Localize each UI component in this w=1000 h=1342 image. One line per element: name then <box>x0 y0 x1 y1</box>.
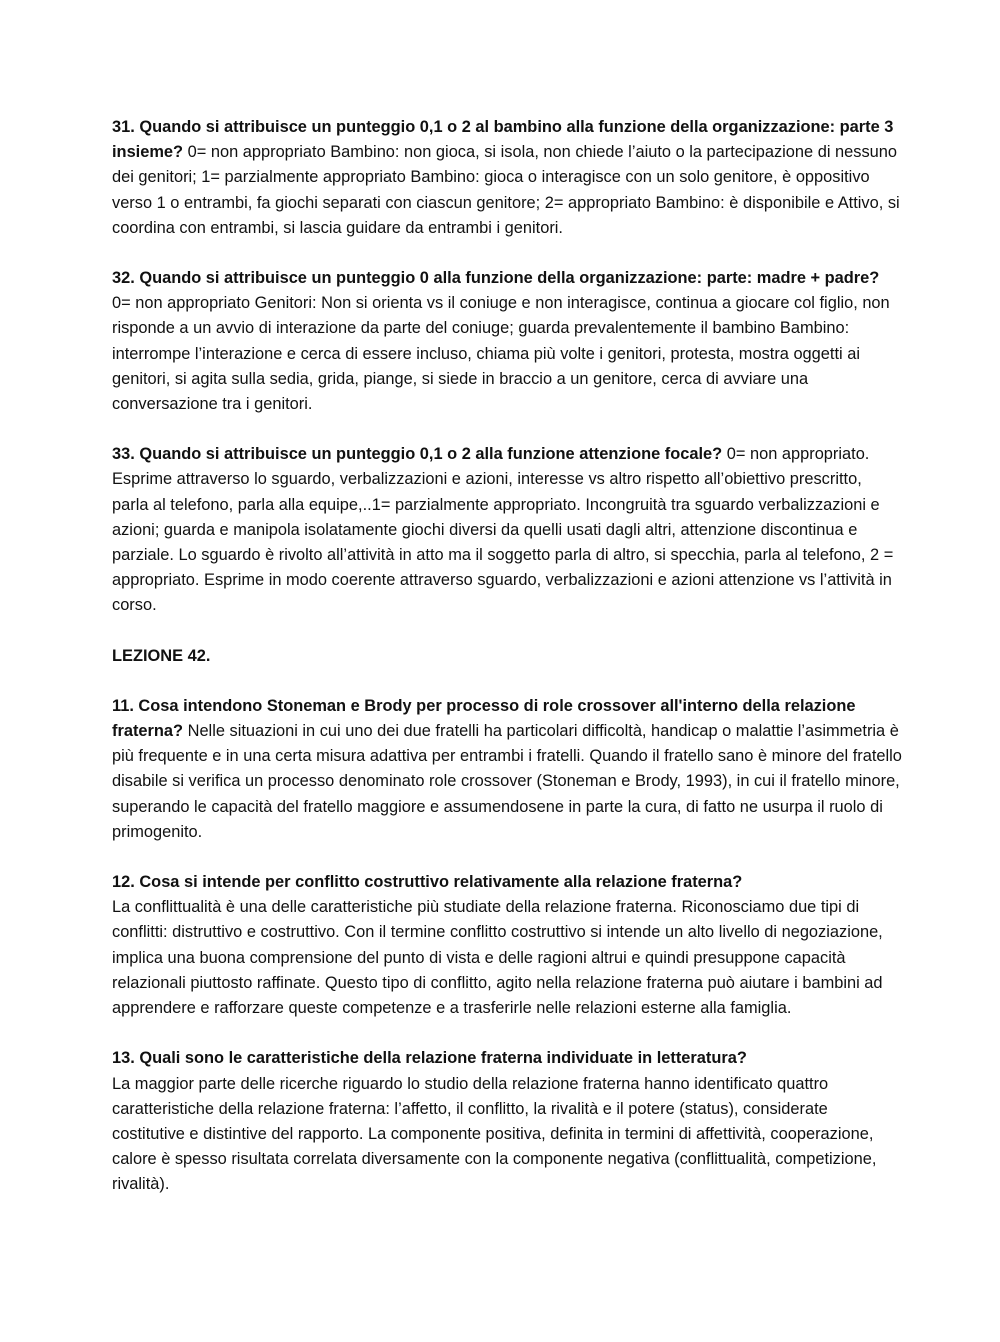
answer-text: 0= non appropriato. Esprime attraverso lo sguardo, verbalizzazioni e azioni, interesse vs altro rispetto all’obiettivo prescritto, parla al telefono, parla alla equipe,..1= parzialmente appropriato. Incongruità tra sguardo verbalizzazioni e azioni; guarda e manipola isolatamente giochi diversi da quelli usati dagli altri, attenzione discontinua e parziale. Lo sguardo è rivolto all’attività in atto ma il soggetto parla di altro, si specchia, parla al telefono, 2 = appropriato. Esprime in modo coerente attraverso sguardo, verbalizzazioni e azioni attenzione vs l’attività in corso. <box>112 445 894 615</box>
qa-item-12 <box>112 870 902 1021</box>
question-text: 11. Cosa intendono Stoneman e Brody per processo di role crossover all'interno della relazione fraterna? <box>112 696 856 741</box>
question-text: 12. Cosa si intende per conflitto costruttivo relativamente alla relazione fraterna? <box>112 873 743 892</box>
qa-item-13 <box>112 1046 902 1197</box>
question-text: 32. Quando si attribuisce un punteggio 0 alla funzione della organizzazione: parte: madre + padre? <box>112 269 880 288</box>
qa-item-33 <box>112 442 902 618</box>
answer-text: La conflittualità è una delle caratteristiche più studiate della relazione fraterna. Riconosciamo due tipi di conflitti: distruttivo e costruttivo. Con il termine conflitto costruttivo si intende un alto livello di negoziazione, implica una buona comprensione del punto di vista e delle ragioni altrui e quindi presuppone capacità relazionali piuttosto raffinate. Questo tipo di conflitto, agito nella relazione fraterna può aiutare i bambini ad apprendere e rafforzare queste competenze e a trasferirle nelle relazioni esterne alla famiglia. <box>112 898 883 1018</box>
qa-item-11 <box>112 694 902 845</box>
qa-item-32 <box>112 266 902 417</box>
question-text: 13. Quali sono le caratteristiche della relazione fraterna individuate in letteratura? <box>112 1049 747 1068</box>
answer-text: 0= non appropriato Bambino: non gioca, si isola, non chiede l’aiuto o la partecipazione di nessuno dei genitori; 1= parzialmente appropriato Bambino: gioca o interagisce con un solo genitore, è oppositivo verso 1 o entrambi, fa giochi separati con ciascun genitore; 2= appropriato Bambino: è disponibile e Attivo, si coordina con entrambi, si lascia guidare da entrambi i genitori. <box>112 143 900 237</box>
answer-text: Nelle situazioni in cui uno dei due fratelli ha particolari difficoltà, handicap o malattie l’asimmetria è più frequente e in una certa misura adattiva per entrambi i fratelli. Quando il fratello sano è minore del fratello disabile si verifica un processo denominato role crossover (Stoneman e Brody, 1993), in cui il fratello minore, superando le capacità del fratello maggiore e assumendosene in parte la cura, di fatto ne usurpa il ruolo di primogenito. <box>112 722 902 841</box>
answer-text: 0= non appropriato Genitori: Non si orienta vs il coniuge e non interagisce, continua a giocare col figlio, non risponde a un avvio di interazione da parte del coniuge; guarda prevalentemente il bambino Bambino: interrompe l’interazione e cerca di essere incluso, chiama più volte i genitori, protesta, mostra oggetti ai genitori, si agita sulla sedia, grida, piange, si siede in braccio a un genitore, cerca di avviare una conversazione tra i genitori. <box>112 294 890 414</box>
question-text: 33. Quando si attribuisce un punteggio 0,1 o 2 alla funzione attenzione focale? <box>112 445 723 464</box>
qa-item-31 <box>112 115 902 241</box>
answer-text: La maggior parte delle ricerche riguardo lo studio della relazione fraterna hanno identificato quattro caratteristiche della relazione fraterna: l’affetto, il conflitto, la rivalità e il potere (status), considerate costitutive e distintive del rapporto. La componente positiva, definita in termini di affettività, cooperazione, calore è spesso risultata correlata diversamente con la componente negativa (conflittualità, competizione, rivalità). <box>112 1074 877 1194</box>
lesson-heading: LEZIONE 42. <box>112 646 211 665</box>
question-text: 31. Quando si attribuisce un punteggio 0,1 o 2 al bambino alla funzione della organizzazione: parte 3 insieme? <box>112 118 894 162</box>
document-page <box>112 115 902 1223</box>
